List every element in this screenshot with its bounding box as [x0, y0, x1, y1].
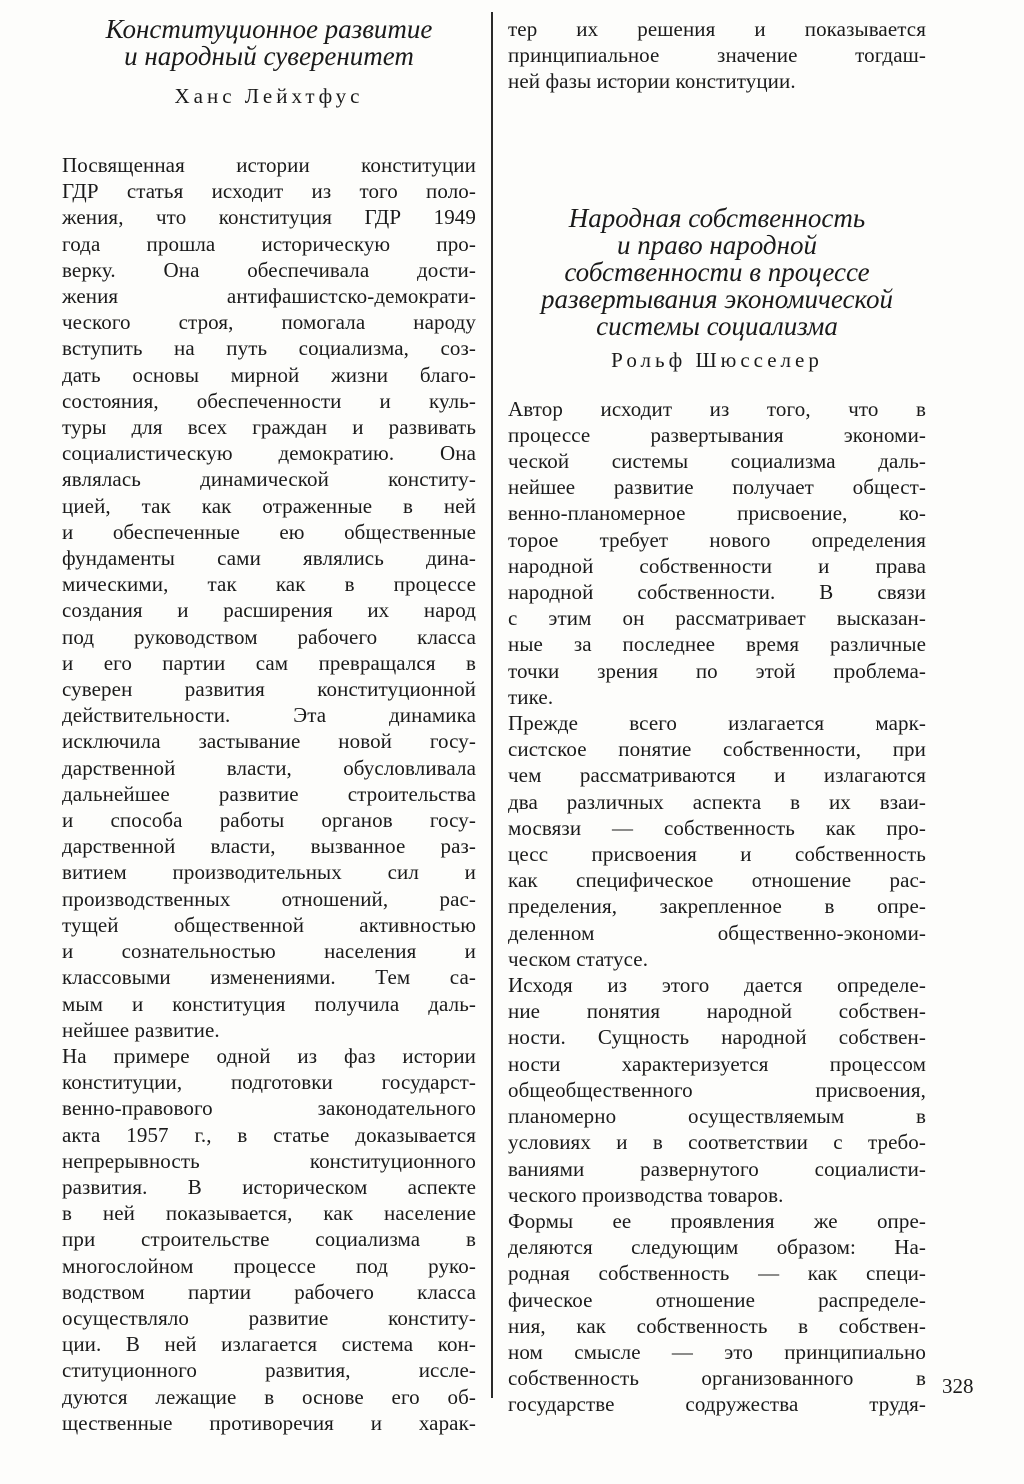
text-line: чем рассматриваются и излагаются	[508, 763, 926, 788]
text-line: общеобщественного присвоения,	[508, 1077, 926, 1102]
title-line: Конституционное развитие	[105, 14, 433, 44]
title-line: собственности в процессе	[564, 256, 870, 287]
text-line: ваниями развернутого социалисти-	[508, 1156, 926, 1181]
text-line: социалистическую демократию. Она	[62, 441, 476, 466]
text-line: нейшее развитие получает общест-	[508, 475, 926, 500]
article-body-2	[508, 396, 926, 1418]
title-line: развертывания экономической	[540, 283, 894, 314]
text-line: акта 1957 г., в статье доказывается	[62, 1122, 476, 1147]
text-line: и сознательностью населения и	[62, 939, 476, 964]
title-line: системы социализма	[596, 310, 838, 341]
text-line: пределения, закрепленное в опре-	[508, 894, 926, 919]
text-line: суверен развития конституционной	[62, 677, 476, 702]
text-line: дарственной власти, обусловливала	[62, 755, 476, 780]
text-line: народной собственности и права	[508, 553, 926, 578]
text-line: Формы ее проявления же опре-	[508, 1208, 926, 1233]
text-line: цесс присвоения и собственность	[508, 842, 926, 867]
text-line: под руководством рабочего класса	[62, 624, 476, 649]
text-line: ческого производства товаров.	[508, 1182, 784, 1207]
text-line: процессе развертывания экономи-	[508, 422, 926, 447]
text-line: тике.	[508, 684, 554, 709]
article-author-2: Рольф Шюсселер	[611, 347, 823, 372]
text-line: условиях и в соответствии с требо-	[508, 1130, 926, 1155]
text-line: венно-правового законодательного	[62, 1096, 476, 1121]
text-line: торое требует нового определения	[508, 527, 926, 552]
text-line: вступить на путь социализма, соз-	[62, 336, 476, 361]
text-line: венно-планомерное присвоение, ко-	[508, 501, 926, 526]
text-line: ческом статусе.	[508, 946, 649, 971]
column-divider	[491, 12, 493, 1398]
text-line: деляются следующим образом: На-	[508, 1235, 926, 1260]
paragraph	[508, 396, 926, 710]
text-line: точки зрения по этой проблема-	[508, 658, 926, 683]
text-line: создания и расширения их народ	[62, 598, 476, 623]
text-line: фическое отношение распределе-	[508, 1287, 926, 1312]
text-line: туры для всех граждан и развивать	[62, 415, 476, 440]
text-line: ности характеризуется процессом	[508, 1051, 926, 1076]
text-line: являлась динамической конститу-	[62, 467, 476, 492]
text-line: ные за последнее время различные	[508, 632, 926, 657]
article-body-1	[62, 152, 476, 1436]
text-line: Посвященная истории конституции	[62, 153, 476, 177]
article-author-1: Ханс Лейхтфус	[174, 84, 364, 108]
text-line: Прежде всего излагается марк-	[508, 711, 926, 736]
text-line: фундаменты сами являлись дина-	[62, 546, 476, 571]
text-line: ческого строя, помогала народу	[62, 310, 476, 335]
text-line: ности. Сущность народной собствен-	[508, 1025, 926, 1050]
text-line: осуществляло развитие конститу-	[62, 1305, 476, 1330]
text-line: и способа работы органов госу-	[62, 808, 476, 833]
text-line: мосвязи — собственность как про-	[508, 815, 926, 840]
text-line: ституционного развития, иссле-	[62, 1358, 476, 1383]
paragraph	[62, 152, 476, 1043]
text-line: развития. В историческом аспекте	[62, 1174, 476, 1199]
text-line: нейшее развитие.	[62, 1017, 220, 1042]
text-line: жения, что конституция ГДР 1949	[62, 205, 476, 230]
text-line: народной собственности. В связи	[508, 580, 926, 605]
text-line: Исходя из этого дается определе-	[508, 973, 926, 998]
text-line: принципиальное значение тогдаш-	[508, 43, 926, 68]
text-line: Автор исходит из того, что в	[508, 396, 926, 421]
article-title-1	[62, 16, 476, 70]
text-line: два различных аспекта в их взаи-	[508, 789, 926, 814]
text-line: конституции, подготовки государст-	[62, 1070, 476, 1095]
text-line: щественные противоречия и харак-	[62, 1410, 476, 1435]
text-line: классовыми изменениями. Тем са-	[62, 965, 476, 990]
text-line: ции. В ней излагается система кон-	[62, 1332, 476, 1357]
text-line: действительности. Эта динамика	[62, 703, 476, 728]
continued-paragraph	[508, 16, 926, 95]
text-line: и его партии сам превращался в	[62, 650, 476, 675]
text-line: непрерывность конституционного	[62, 1148, 476, 1173]
text-line: мическими, так как в процессе	[62, 572, 476, 597]
text-line: деленном общественно-экономи-	[508, 920, 926, 945]
text-line: в ней показывается, как население	[62, 1201, 476, 1226]
text-line: дуются лежащие в основе его об-	[62, 1384, 476, 1409]
paragraph	[62, 1043, 476, 1436]
right-column	[508, 0, 926, 1418]
text-line: ГДР статья исходит из того поло-	[62, 179, 476, 204]
text-line: ней фазы истории конституции.	[508, 69, 796, 94]
text-line: верку. Она обеспечивала дости-	[62, 257, 476, 282]
text-line: тер их решения и показывается	[508, 17, 926, 41]
text-line: ном смысле — это принципиально	[508, 1339, 926, 1364]
text-line: водством партии рабочего класса	[62, 1279, 476, 1304]
text-line: ния, как собственность в собствен-	[508, 1313, 926, 1338]
text-line: планомерно осуществляемым в	[508, 1104, 926, 1129]
text-line: На примере одной из фаз истории	[62, 1043, 476, 1068]
paragraph	[508, 972, 926, 1208]
text-line: витием производительных сил и	[62, 860, 476, 885]
text-line: производственных отношений, рас-	[62, 886, 476, 911]
text-line: систское понятие собственности, при	[508, 737, 926, 762]
text-line: исключила застывание новой госу-	[62, 729, 476, 754]
text-line: при строительстве социализма в	[62, 1227, 476, 1252]
text-line: ческой системы социализма даль-	[508, 449, 926, 474]
article-title-2	[508, 202, 926, 341]
text-line: государстве содружества трудя-	[508, 1392, 926, 1417]
text-line: тущей общественной активностью	[62, 912, 476, 937]
text-line: с этим он рассматривает высказан-	[508, 606, 926, 631]
title-line: и право народной	[617, 229, 817, 260]
text-line: как специфическое отношение рас-	[508, 868, 926, 893]
text-line: ние понятия народной собствен-	[508, 999, 926, 1024]
paragraph	[508, 710, 926, 972]
title-line: Народная собственность	[568, 202, 866, 233]
text-line: дать основы мирной жизни благо-	[62, 362, 476, 387]
paragraph	[508, 1208, 926, 1418]
text-line: состояния, обеспеченности и куль-	[62, 388, 476, 413]
text-line: собственность организованного в	[508, 1366, 926, 1391]
text-line: дарственной власти, вызванное раз-	[62, 834, 476, 859]
text-line: родная собственность — как специ-	[508, 1261, 926, 1286]
text-line: жения антифашистско-демократи-	[62, 284, 476, 309]
text-line: мым и конституция получила даль-	[62, 991, 476, 1016]
text-line: цией, так как отраженные в ней	[62, 493, 476, 518]
page-number: 328	[942, 1374, 974, 1398]
text-line: дальнейшее развитие строительства	[62, 781, 476, 806]
text-line: года прошла историческую про-	[62, 231, 476, 256]
text-line: многослойном процессе под руко-	[62, 1253, 476, 1278]
title-line: и народный суверенитет	[124, 41, 414, 71]
text-line: и обеспеченные ею общественные	[62, 519, 476, 544]
left-column	[62, 0, 476, 1436]
